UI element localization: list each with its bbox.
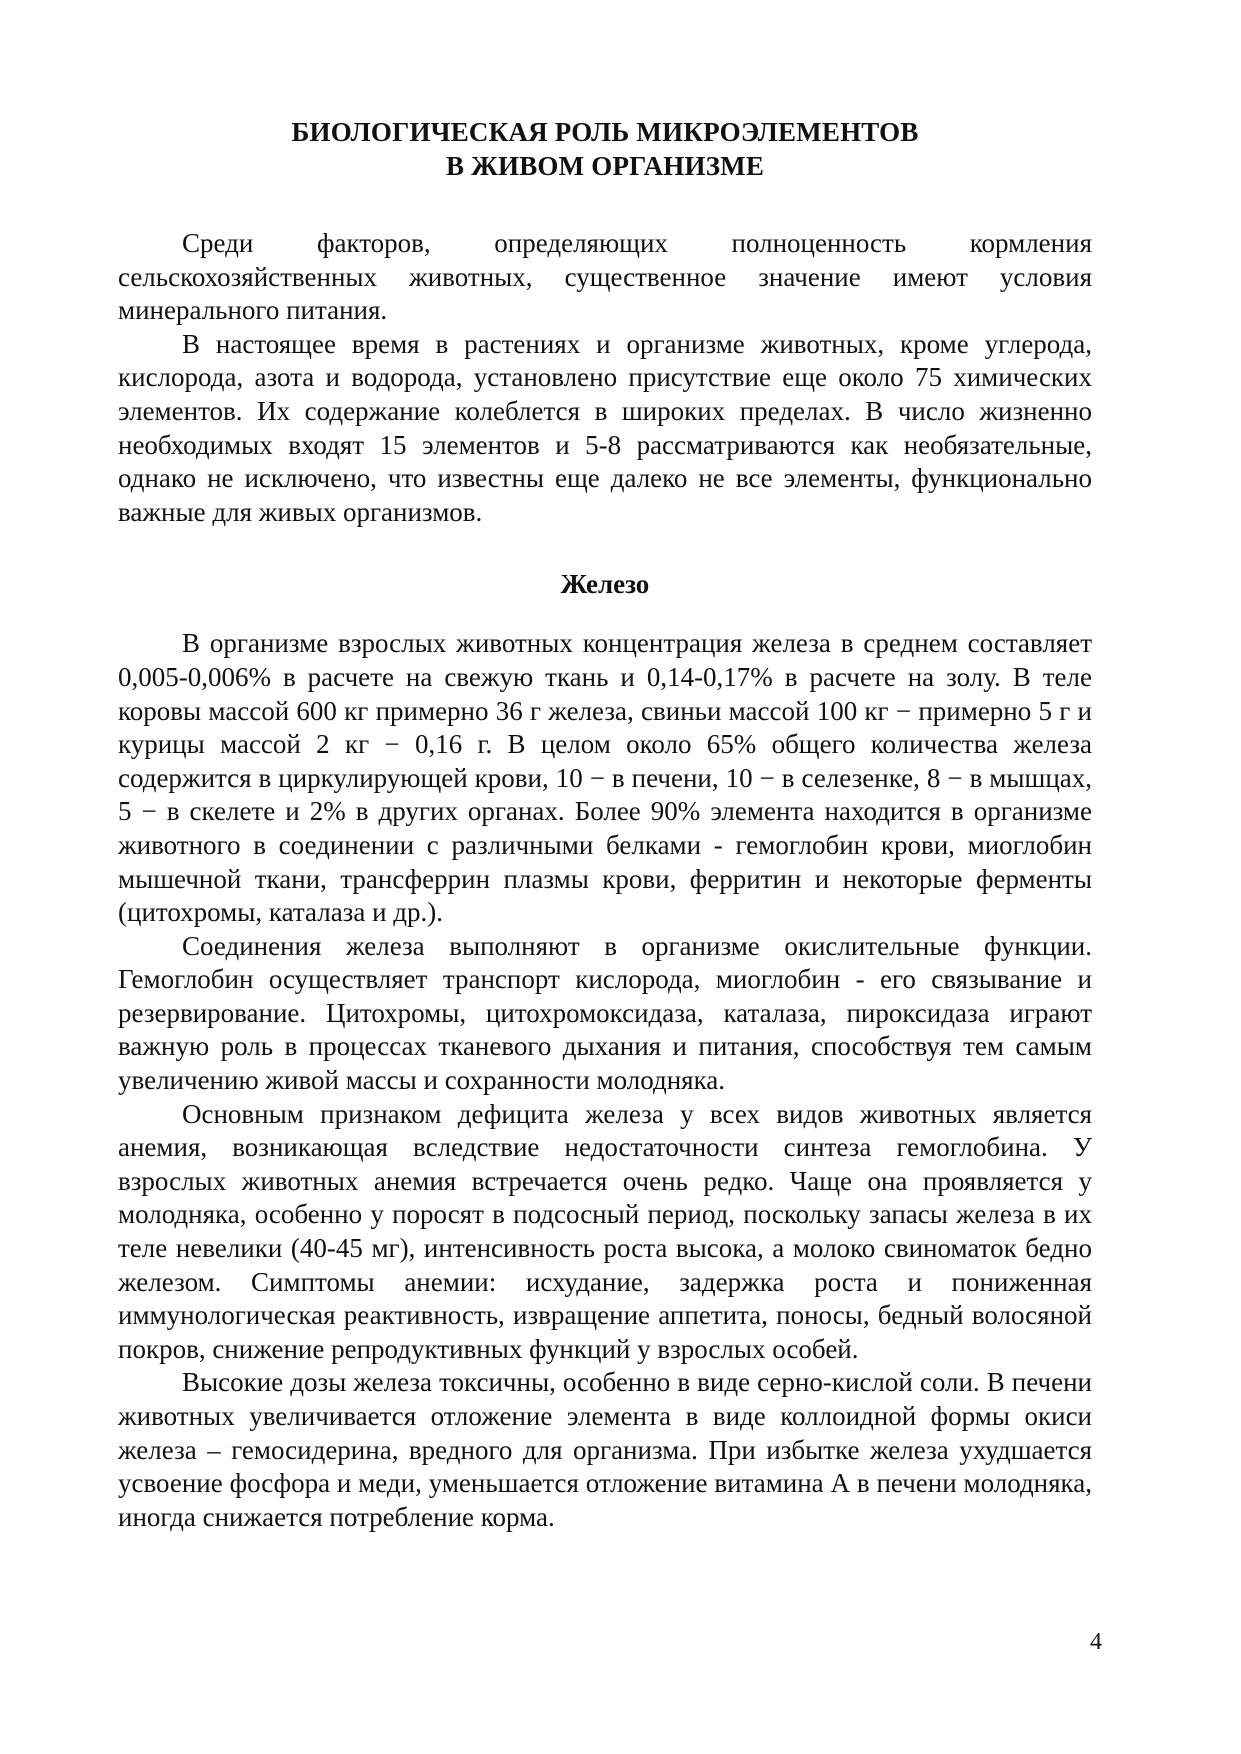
- section-heading: Железо: [560, 569, 650, 600]
- section-iron: [118, 567, 1092, 1534]
- paragraph: Высокие дозы железа токсичны, особенно в виде серно-кислой соли. В печени животных увеличивается отложение элемента в виде коллоидной формы окиси железа – гемосидерина, вредного для организма. При избытке железа ухудшается усвоение фосфора и меди, уменьшается отложение витамина А в печени молодняка, иногда снижается потребление корма.: [118, 1367, 1092, 1532]
- paragraph: Основным признаком дефицита железа у всех видов животных является анемия, возникающая вследствие недостаточности синтеза гемоглобина. У взрослых животных анемия встречается очень редко. Чаще она проявляется у молодняка, особенно у поросят в подсосный период, поскольку запасы железа в их теле невелики (40-45 мг), интенсивность роста высока, а молоко свиноматок бедно железом. Симптомы анемии: исхудание, задержка роста и пониженная иммунологическая реактивность, извращение аппетита, поносы, бедный волосяной покров, снижение репродуктивных функций у взрослых особей.: [118, 1098, 1092, 1364]
- page-title: [118, 115, 1092, 183]
- title-line-1: БИОЛОГИЧЕСКАЯ РОЛЬ МИКРОЭЛЕМЕНТОВ: [291, 117, 919, 147]
- paragraph: Среди факторов, определяющих полноценность кормления сельскохозяйственных животных, существенное значение имеют условия минерального питания.: [118, 228, 1092, 326]
- page-content: [118, 115, 1092, 1534]
- paragraph: В организме взрослых животных концентрация железа в среднем составляет 0,005-0,006% в расчете на свежую ткань и 0,14-0,17% в расчете на золу. В теле коровы массой 600 кг примерно 36 г железа, свиньи массой 100 кг − примерно 5 г и курицы массой 2 кг − 0,16 г. В целом около 65% общего количества железа содержится в циркулирующей крови, 10 − в печени, 10 − в селезенке, 8 − в мышцах, 5 − в скелете и 2% в других органах. Более 90% элемента находится в организме животного в соединении с различными белками - гемоглобин крови, миоглобин мышечной ткани, трансферрин плазмы крови, ферритин и некоторые ферменты (цитохромы, каталаза и др.).: [118, 628, 1092, 928]
- intro-text: [118, 227, 1092, 529]
- paragraph: В настоящее время в растениях и организме животных, кроме углерода, кислорода, азота и водорода, установлено присутствие еще около 75 химических элементов. Их содержание колеблется в широких пределах. В число жизненно необходимых входят 15 элементов и 5-8 рассматриваются как необязательные, однако не исключено, что известны еще далеко не все элементы, функционально важные для живых организмов.: [118, 328, 1092, 527]
- title-line-2: В ЖИВОМ ОРГАНИЗМЕ: [445, 151, 765, 181]
- section-body: [118, 627, 1092, 1534]
- page-number: 4: [1090, 1629, 1102, 1655]
- paragraph: Соединения железа выполняют в организме окислительные функции. Гемоглобин осуществляет транспорт кислорода, миоглобин - его связывание и резервирование. Цитохромы, цитохромоксидаза, каталаза, пироксидаза играют важную роль в процессах тканевого дыхания и питания, способствуя тем самым увеличению живой массы и сохранности молодняка.: [118, 930, 1092, 1096]
